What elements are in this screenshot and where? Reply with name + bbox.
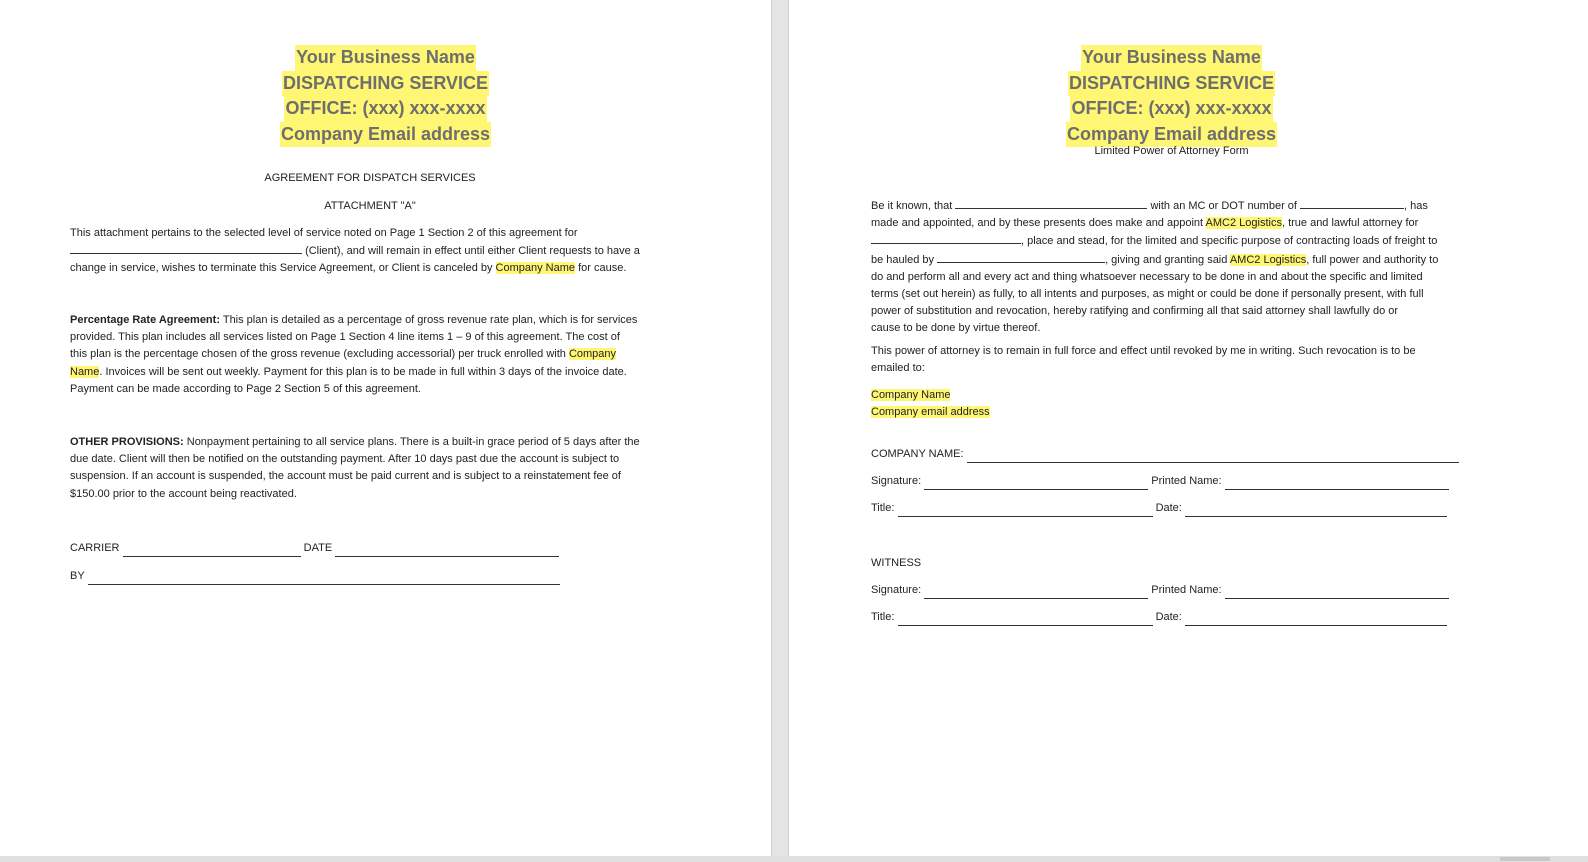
amc2-logistics-highlight: AMC2 Logistics (1205, 217, 1282, 230)
company-name-label: COMPANY NAME: (871, 448, 964, 460)
date-label: DATE (303, 542, 333, 554)
service-name: DISPATCHING SERVICE (282, 71, 489, 97)
horizontal-scrollbar[interactable] (0, 856, 1588, 862)
client-name-blank[interactable] (70, 242, 302, 254)
office-phone: OFFICE: (xxx) xxx-xxxx (1070, 96, 1272, 122)
other-provisions-paragraph: OTHER PROVISIONS: Nonpayment pertaining to all service plans. There is a built-in grace period of 5 days after the due date. Client will then be notified on the outstanding payment. After 10 days past due the account is subject to suspension. If an account is suspended, the account must be paid current and is subject to a reinstatement fee of $150.00 prior to the account being reactivated. (70, 436, 640, 500)
mc-dot-number-blank[interactable] (1300, 197, 1404, 209)
witness-signature-blank[interactable] (924, 586, 1148, 599)
amc2-logistics-highlight-2: AMC2 Logistics (1229, 253, 1307, 266)
contact-block (871, 387, 990, 421)
by-label: BY (70, 570, 85, 582)
by-signature-row (70, 568, 560, 585)
company-name-blank[interactable] (967, 450, 1459, 463)
company-name-highlight: Company Name (495, 262, 576, 275)
document-page-2 (789, 0, 1588, 856)
signature-blank[interactable] (924, 477, 1148, 490)
carrier-label: CARRIER (70, 542, 120, 554)
company-highlight: Company (568, 348, 617, 361)
witness-title-date-row (871, 609, 1447, 626)
company-email: Company Email address (1066, 122, 1277, 148)
witness-signature-row (871, 582, 1449, 599)
title-blank[interactable] (898, 504, 1153, 517)
document-page-1 (0, 0, 771, 856)
scrollbar-thumb[interactable] (1500, 857, 1550, 861)
date-blank[interactable] (1185, 504, 1447, 517)
business-name: Your Business Name (1081, 45, 1262, 71)
witness-title-blank[interactable] (898, 613, 1153, 626)
service-name: DISPATCHING SERVICE (1068, 71, 1275, 97)
company-name-row (871, 446, 1459, 463)
attorney-for-blank[interactable] (871, 232, 1021, 244)
date-blank[interactable] (335, 544, 559, 557)
letterhead (0, 45, 771, 147)
name-highlight: Name (70, 365, 100, 378)
witness-printed-name-label: Printed Name: (1151, 584, 1222, 596)
page-gutter (771, 0, 789, 856)
carrier-signature-row (70, 540, 559, 557)
attachment-heading: ATTACHMENT "A" (324, 200, 416, 212)
witness-label: WITNESS (871, 557, 922, 569)
form-title: Limited Power of Attorney Form (1094, 145, 1249, 157)
hauled-by-blank[interactable] (937, 251, 1105, 263)
principal-name-blank[interactable] (955, 197, 1147, 209)
contact-company-email: Company email address (871, 406, 990, 419)
by-blank[interactable] (88, 572, 560, 585)
printed-name-label: Printed Name: (1151, 475, 1222, 487)
witness-signature-label: Signature: (871, 584, 922, 596)
company-email: Company Email address (280, 122, 491, 148)
appointment-paragraph: Be it known, that with an MC or DOT number of , has made and appointed, and by these presents does make and appoint AMC2 Logistics, true and lawful attorney for , place and stead, for the limited and specific purpose of contracting loads of freight to be hauled by , giving and granting said AMC2 Logistics, full power and authority to do and perform all and every act and thing whatsoever necessary to be done in and about the specific and limited terms (set out herein) as fully, to all intents and purposes, as might or could be done if personally present, with full power of substitution and revocation, hereby ratifying and confirming all that said attorney shall lawfully do or cause to be done by virtue thereof. (871, 197, 1483, 338)
printed-name-blank[interactable] (1225, 477, 1449, 490)
revocation-paragraph: This power of attorney is to remain in full force and effect until revoked by me in writing. Such revocation is to be emailed to: (871, 345, 1416, 375)
business-name: Your Business Name (295, 45, 476, 71)
witness-date-blank[interactable] (1185, 613, 1447, 626)
agreement-title: AGREEMENT FOR DISPATCH SERVICES (264, 172, 476, 184)
rate-paragraph: Percentage Rate Agreement: This plan is detailed as a percentage of gross revenue rate plan, which is for services provided. This plan includes all services listed on Page 1 Section 4 line items 1 – 9 of this agreement. The cost of this plan is the percentage chosen of the gross revenue (excluding accessorial) per truck enrolled with Company Name. Invoices will be sent out weekly. Payment for this plan is to be made in full within 3 days of the invoice date. Payment can be made according to Page 2 Section 5 of this agreement. (70, 314, 638, 395)
title-label: Title: (871, 502, 895, 514)
carrier-blank[interactable] (123, 544, 301, 557)
signature-row (871, 473, 1449, 490)
signature-label: Signature: (871, 475, 922, 487)
office-phone: OFFICE: (xxx) xxx-xxxx (284, 96, 486, 122)
title-date-row (871, 500, 1447, 517)
witness-printed-name-blank[interactable] (1225, 586, 1449, 599)
letterhead (789, 45, 1554, 147)
contact-company-name: Company Name (871, 389, 951, 401)
witness-title-label: Title: (871, 611, 895, 623)
witness-date-label: Date: (1155, 611, 1182, 623)
intro-paragraph: This attachment pertains to the selected level of service noted on Page 1 Section 2 of this agreement for (Client), and will remain in effect until either Client requests to have a change in service, wishes to terminate this Service Agreement, or Client is canceled by Company Name for cause. (70, 227, 640, 275)
date-label: Date: (1155, 502, 1182, 514)
